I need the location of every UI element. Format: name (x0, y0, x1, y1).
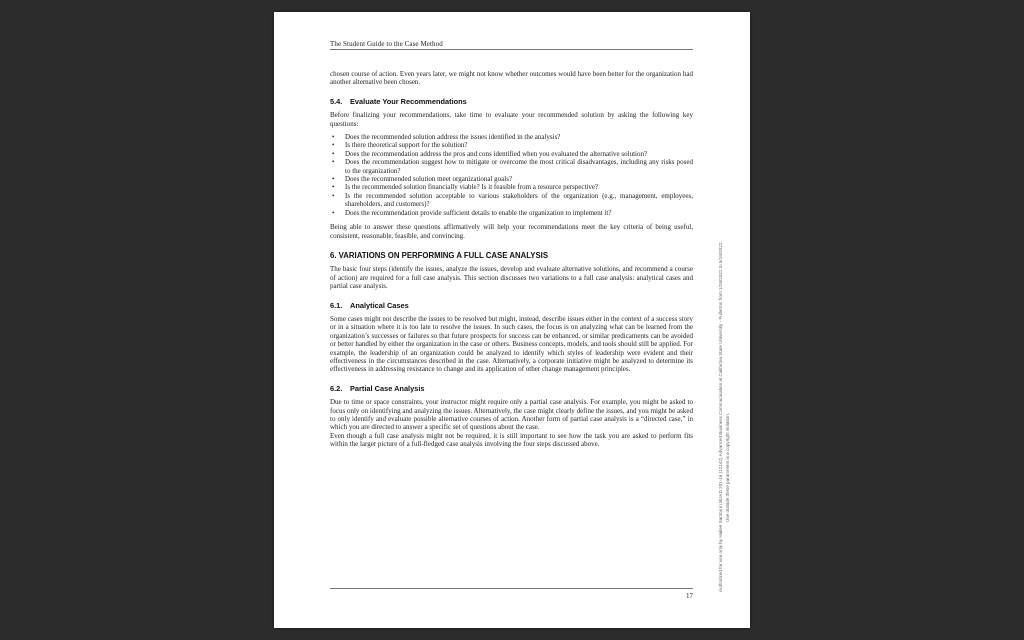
section-6-2-title: Partial Case Analysis (350, 383, 425, 393)
bullet-glyph: • (332, 191, 335, 200)
bullet-glyph: • (332, 158, 335, 167)
list-item: • Is there theoretical support for the solution? (332, 141, 468, 150)
section-6-1-title: Analytical Cases (350, 300, 409, 310)
section-6-heading: 6. VARIATIONS ON PERFORMING A FULL CASE ANALYSIS (330, 250, 549, 260)
list-item: • Does the recommendation address the pros and cons identified when you evaluated the alternative solution? (332, 149, 648, 158)
section-6-2-body1: Due to time or space constraints, your instructor might require only a partial case analysis. For example, you might be asked to focus only on identifying and analyzing the issues. Alternatively, the case might clearly define the issues, and you might be asked to only identify and evaluate possible alternative courses of action. Another form of partial case analysis is a “directed case,” in which you are directed to answer a specific set of questions about the case. (330, 398, 693, 432)
page-content (330, 70, 693, 449)
section-5-4-lead: Before finalizing your recommendations, take time to evaluate your recommended solution by asking the following key questions: (330, 111, 693, 128)
section-6-1-number: 6.1. (330, 300, 343, 310)
list-item: • Does the recommendation suggest how to mitigate or overcome the most critical disadvantages, including any risks posed to the organization? (332, 158, 693, 175)
section-6-2-number: 6.2. (330, 383, 343, 393)
bullet-glyph: • (332, 133, 335, 142)
section-5-4-closing: Being able to answer these questions affirmatively will help your recommendations meet the key criteria of being useful, consistent, reasonable, feasible, and convincing. (330, 223, 693, 240)
bullet-glyph: • (332, 175, 335, 184)
section-5-4-title: Evaluate Your Recommendations (350, 96, 467, 106)
section-6-1-heading (330, 302, 693, 310)
running-header: The Student Guide to the Case Method (330, 40, 443, 48)
section-6-body: The basic four steps (identify the issues, analyze the issues, develop and evaluate alternative solutions, and recommend a course of action) are required for a full case analysis. This section discusses two variations to a full case analysis: analytical cases and partial case analysis. (330, 265, 693, 291)
section-6-1-body: Some cases might not describe the issues to be resolved but might, instead, describe issues either in the context of a success story or in a situation where it is too late to resolve the issues. In such cases, the focus is on analyzing what can be learned from the organization’s successes or failures so that future prospects for success can be enhanced, or similar predicaments can be avoided or better handled by either the organization in the case or others. Business concepts, models, and tools should still be applied. For example, the leadership of an organization could be analyzed to identify which styles of leadership were evident and their effectiveness in the circumstances described in the case. Alternatively, a corporate initiative might be analyzed to determine its effectiveness in addressing resistance to change and its application of other change management principles. (330, 314, 693, 374)
questions-list (330, 133, 693, 217)
list-item: • Is the recommended solution financially viable? Is it feasible from a resource perspective? (332, 183, 599, 192)
list-item: • Is the recommended solution acceptable to various stakeholders of the organization (e.g., management, employees, shareholders, and customers)? (332, 191, 693, 209)
page-number: 17 (686, 592, 693, 600)
copyright-line-2: Use outside these parameters is a copyright violation. (725, 412, 730, 522)
copyright-sidebar-text (717, 72, 731, 592)
bullet-glyph: • (332, 141, 335, 150)
bullet-glyph: • (332, 149, 335, 158)
footer-rule (330, 588, 693, 589)
list-item: • Does the recommendation provide sufficient details to enable the organization to implement it? (332, 208, 612, 217)
section-5-4-heading (330, 98, 693, 106)
list-item: • Does the recommended solution address the issues identified in the analysis? (332, 133, 561, 142)
copyright-line-1: Authorized for use only by Hailee Santos in BUAD 201-16 (12142) Advanced Business Communication at California State University - Fullerton from 1/26/2022 to 5/19/2022. (718, 241, 723, 592)
bullet-glyph: • (332, 183, 335, 192)
document-page (274, 12, 750, 628)
list-item: • Does the recommended solution meet organizational goals? (332, 175, 513, 184)
header-rule (330, 49, 693, 50)
intro-paragraph: chosen course of action. Even years later, we might not know whether outcomes would have been better for the organization had another alternative been chosen. (330, 70, 693, 87)
section-6-2-body2: Even though a full case analysis might not be required, it is still important to see how the task you are asked to perform fits within the larger picture of a full-fledged case analysis involving the four steps discussed above. (330, 431, 693, 449)
bullet-glyph: • (332, 208, 335, 217)
copyright-sidebar (717, 72, 735, 592)
section-6-2-heading (330, 385, 693, 393)
section-5-4-number: 5.4. (330, 96, 343, 106)
